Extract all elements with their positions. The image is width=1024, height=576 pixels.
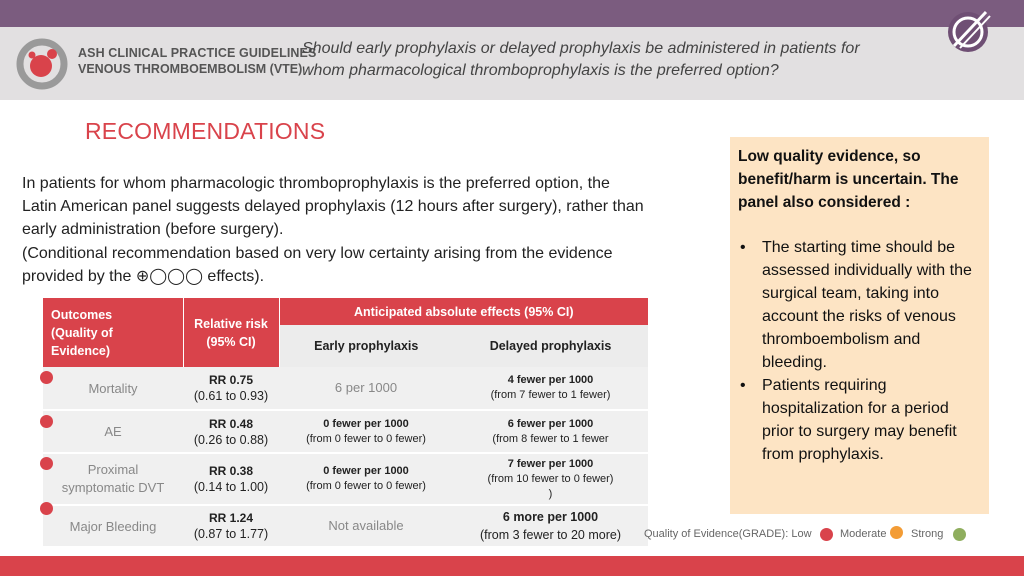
table-row xyxy=(43,410,648,453)
brand-subtitle: VENOUS THROMBOEMBOLISM (VTE) xyxy=(78,62,303,76)
legend-moderate-label: Moderate xyxy=(840,528,887,540)
relative-risk-cell xyxy=(183,505,279,547)
early-cell xyxy=(279,453,453,505)
header-outcomes xyxy=(43,298,183,367)
recommendation-line-4: (Conditional recommendation based on very low certainty arising from the evidence xyxy=(22,244,613,262)
delayed-range: (from 7 fewer to 1 fewer) xyxy=(490,389,611,401)
header-anticipated: Anticipated absolute effects (95% CI) xyxy=(279,298,648,325)
early-cell xyxy=(279,410,453,453)
bullet-icon: • xyxy=(740,239,746,256)
bullet-icon: • xyxy=(740,377,746,394)
question-line-1: Should early prophylaxis or delayed prophylaxis be administered in patients for xyxy=(302,40,860,57)
delayed-cell xyxy=(453,505,648,547)
rr-ci: (0.26 to 0.88) xyxy=(193,432,269,447)
delayed-cell xyxy=(453,367,648,410)
bullet-text: The starting time should be assessed individually with the surgical team, taking into account the risks of venous thromboembolism and bleeding. xyxy=(762,239,972,371)
legend-low-dot xyxy=(820,528,833,541)
header-relative-risk xyxy=(183,298,279,367)
question-line-2: whom pharmacological thromboprophylaxis is the preferred option? xyxy=(302,62,779,79)
clinical-question xyxy=(302,38,922,82)
table-row xyxy=(43,505,648,547)
rr-value: RR 0.75 xyxy=(208,373,254,387)
grade-legend xyxy=(644,528,812,540)
outcome-label: AE xyxy=(104,424,122,439)
legend-label: Quality of Evidence(GRADE): Low xyxy=(644,528,812,540)
early-value: 0 fewer per 1000 xyxy=(323,417,409,430)
legend-strong xyxy=(911,528,943,540)
list-item xyxy=(738,236,981,374)
section-title: RECOMMENDATIONS xyxy=(85,118,326,144)
early-value: 0 fewer per 1000 xyxy=(323,465,409,477)
delayed-cell xyxy=(453,410,648,453)
legend-moderate-dot xyxy=(890,526,903,539)
outcome-label: symptomatic DVT xyxy=(61,480,165,495)
early-range: (from 0 fewer to 0 fewer) xyxy=(306,480,426,492)
relative-risk-cell xyxy=(183,453,279,505)
outcome-cell xyxy=(43,410,183,453)
callout-heading: Low quality evidence, so benefit/harm is uncertain. The panel also considered : xyxy=(738,148,959,211)
ash-emblem-icon xyxy=(946,2,1002,58)
early-cell xyxy=(279,505,453,547)
callout-list xyxy=(738,236,981,466)
recommendation-line-3: early administration (before surgery). xyxy=(22,221,284,239)
brand-title: ASH CLINICAL PRACTICE GUIDELINES xyxy=(78,46,317,60)
quality-dot-low xyxy=(40,457,53,470)
delayed-cell xyxy=(453,453,648,505)
outcome-cell xyxy=(43,453,183,505)
header-relative-line: (95% CI) xyxy=(206,334,256,349)
legend-moderate xyxy=(840,528,886,540)
delayed-range: (from 10 fewer to 0 fewer) xyxy=(487,472,614,485)
header-outcomes-line: Outcomes xyxy=(51,307,113,322)
evidence-table xyxy=(43,298,648,548)
delayed-range: (from 3 fewer to 20 more) xyxy=(479,528,621,542)
ash-logo-icon xyxy=(14,36,70,92)
relative-risk-cell xyxy=(183,367,279,410)
early-value: Not available xyxy=(328,518,404,533)
list-item xyxy=(738,374,981,466)
delayed-value: 7 fewer per 1000 xyxy=(507,457,594,470)
considerations-callout xyxy=(730,137,989,514)
quality-dot-low xyxy=(40,415,53,428)
recommendation-line-2: Latin American panel suggests delayed prophylaxis (12 hours after surgery), rather than xyxy=(22,198,644,216)
brand xyxy=(78,45,316,77)
header-delayed: Delayed prophylaxis xyxy=(453,325,648,367)
table-row xyxy=(43,367,648,410)
recommendation-line-5: provided by the ⊕◯◯◯ effects). xyxy=(22,267,265,285)
header-outcomes-line: Evidence) xyxy=(51,343,111,358)
outcome-label: Major Bleeding xyxy=(69,518,157,534)
outcome-cell xyxy=(43,367,183,410)
early-range: (from 0 fewer to 0 fewer) xyxy=(306,432,426,445)
relative-risk-cell xyxy=(183,410,279,453)
outcome-cell xyxy=(43,505,183,547)
legend-strong-label: Strong xyxy=(911,528,944,540)
rr-value: RR 1.24 xyxy=(208,511,254,525)
delayed-range-tail: ) xyxy=(548,487,553,500)
quality-dot-low xyxy=(40,502,53,515)
header-relative-line: Relative risk xyxy=(194,316,268,331)
legend-strong-dot xyxy=(953,528,966,541)
delayed-value: 4 fewer per 1000 xyxy=(507,374,594,386)
delayed-range: (from 8 fewer to 1 fewer xyxy=(492,432,609,445)
early-value: 6 per 1000 xyxy=(334,380,398,395)
rr-ci: (0.87 to 1.77) xyxy=(193,527,269,541)
quality-dot-low xyxy=(40,371,53,384)
bullet-text: Patients requiring hospitalization for a period prior to surgery may benefit from prophylaxis. xyxy=(762,377,957,463)
early-cell xyxy=(279,367,453,410)
table-row xyxy=(43,453,648,505)
top-strip xyxy=(0,0,1024,27)
outcome-label: Mortality xyxy=(88,380,138,396)
rr-ci: (0.14 to 1.00) xyxy=(193,480,269,494)
rr-value: RR 0.38 xyxy=(208,464,254,478)
rr-value: RR 0.48 xyxy=(208,416,254,431)
recommendation-line-1: In patients for whom pharmacologic thromboprophylaxis is the preferred option, the xyxy=(22,175,610,192)
delayed-value: 6 fewer per 1000 xyxy=(507,417,594,430)
delayed-value: 6 more per 1000 xyxy=(502,510,599,524)
rr-ci: (0.61 to 0.93) xyxy=(193,389,269,403)
header-early: Early prophylaxis xyxy=(279,325,453,367)
bottom-strip xyxy=(0,556,1024,576)
outcome-label: Proximal xyxy=(87,462,139,477)
recommendation-text xyxy=(22,172,722,288)
header-outcomes-line: (Quality of xyxy=(51,325,113,340)
